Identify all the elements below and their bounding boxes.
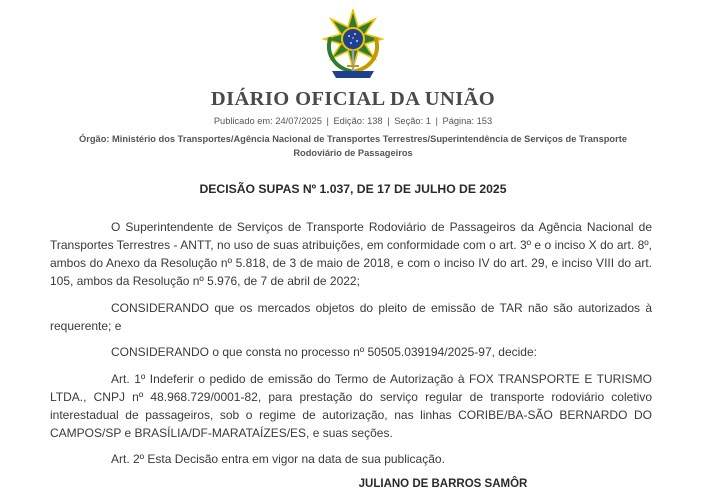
masthead-title: DIÁRIO OFICIAL DA UNIÃO bbox=[210, 88, 496, 110]
publication-meta bbox=[0, 116, 706, 126]
meta-separator: | bbox=[387, 116, 390, 126]
decision-title: DECISÃO SUPAS Nº 1.037, DE 17 DE JULHO DE 2025 bbox=[199, 182, 507, 196]
meta-separator: | bbox=[435, 116, 438, 126]
preamble-paragraph: O Superintendente de Serviços de Transporte Rodoviário de Passageiros da Agência Nacional de Transportes Terrestres - ANTT, no uso de suas atribuições, em conformidade com o art. 3º e o inciso X do art. 8º, ambos do Anexo da Resolução nº 5.818, de 3 de maio de 2018, e com o inciso IV do art. 29, e inciso VIII do art. 105, ambos da Resolução nº 5.976, de 7 de abril de 2022; bbox=[50, 220, 652, 288]
issuing-body: Órgão: Ministério dos Transportes/Agência Nacional de Transportes Terrestres/Superintendência de Serviços de Transporte Rodoviário de Passageiros bbox=[79, 134, 627, 158]
published-date: Publicado em: 24/07/2025 bbox=[213, 116, 322, 126]
signatory-name: JULIANO DE BARROS SAMÔR bbox=[358, 478, 528, 490]
section-number: Seção: 1 bbox=[394, 116, 431, 126]
considering-paragraph: CONSIDERANDO que os mercados objetos do pleito de emissão de TAR não são autorizados à requerente; e bbox=[50, 300, 652, 333]
article-1-paragraph: Art. 1º Indeferir o pedido de emissão do Termo de Autorização à FOX TRANSPORTE E TURISMO LTDA., CNPJ nº 48.968.729/0001-82, para prestação do serviço regular de transporte rodoviário coletivo interestadual de passageiros, sob o regime de autorização, nas linhas CORIBE/BA-SÃO BERNARDO DO CAMPOS/SP e BRASÍLIA/DF-MARATAÍZES/ES, e suas seções. bbox=[50, 371, 652, 440]
brazil-coat-of-arms-icon bbox=[318, 9, 388, 81]
page-number: Página: 153 bbox=[442, 116, 493, 126]
considering-paragraph: CONSIDERANDO o que consta no processo nº 50505.039194/2025-97, decide: bbox=[111, 345, 537, 359]
edition-number: Edição: 138 bbox=[333, 116, 383, 126]
decision-body bbox=[50, 218, 652, 477]
article-2-paragraph: Art. 2º Esta Decisão entra em vigor na data de sua publicação. bbox=[111, 452, 445, 466]
meta-separator: | bbox=[326, 116, 329, 126]
